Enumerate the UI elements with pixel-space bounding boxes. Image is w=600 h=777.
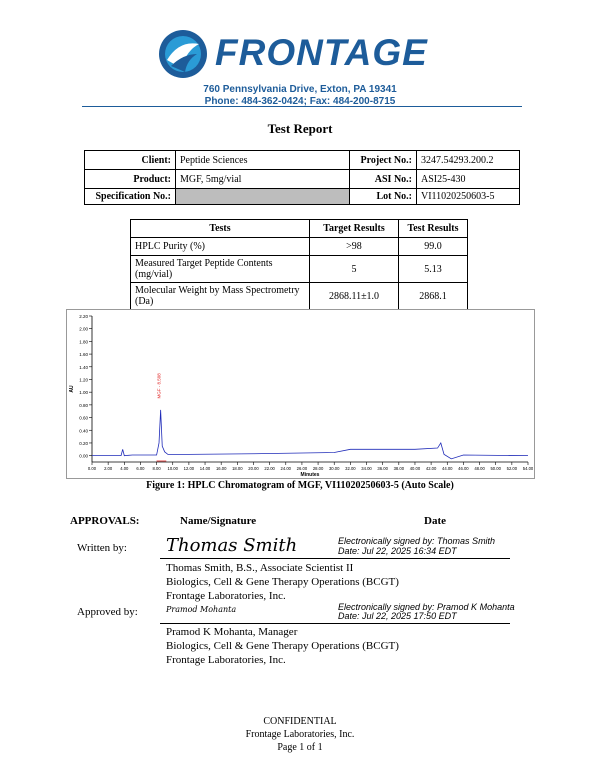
written-esig-date: Date: Jul 22, 2025 16:34 EDT xyxy=(338,546,457,556)
product-label: Product: xyxy=(85,170,176,189)
page-title: Test Report xyxy=(267,121,333,136)
x-tick-label: 38.00 xyxy=(393,466,405,471)
approved-name-title: Pramod K Mohanta, Manager xyxy=(166,626,298,638)
y-tick-label: 0.80 xyxy=(79,402,88,408)
written-signature: Thomas Smith xyxy=(166,535,298,556)
chromatogram-trace xyxy=(92,410,528,459)
x-tick-label: 24.00 xyxy=(280,466,292,471)
test-result: 5.13 xyxy=(399,256,468,283)
approved-esig-name: Electronically signed by: Pramod K Mohanta xyxy=(338,602,515,612)
table-row xyxy=(131,283,468,310)
test-name: Measured Target Peptide Contents (mg/vial) xyxy=(131,256,310,283)
date-heading: Date xyxy=(424,515,446,527)
approved-by-label: Approved by: xyxy=(77,606,138,618)
x-tick-label: 46.00 xyxy=(458,466,469,471)
results-table xyxy=(130,219,468,310)
approved-signature-line xyxy=(160,623,510,624)
x-tick-label: 44.00 xyxy=(442,466,453,471)
x-tick-label: 32.00 xyxy=(345,466,356,471)
approved-esig-date: Date: Jul 22, 2025 17:50 EDT xyxy=(338,611,457,621)
written-esig-name: Electronically signed by: Thomas Smith xyxy=(338,536,496,546)
x-tick-label: 40.00 xyxy=(409,466,421,471)
y-tick-label: 0.00 xyxy=(79,453,88,459)
approved-company: Frontage Laboratories, Inc. xyxy=(166,654,286,666)
y-tick-label: 2.20 xyxy=(79,314,88,319)
header-divider xyxy=(82,106,522,107)
y-tick-label: 1.20 xyxy=(79,377,88,383)
spec-value xyxy=(176,189,350,205)
x-tick-label: 20.00 xyxy=(248,466,259,471)
x-tick-label: 42.00 xyxy=(425,466,437,471)
approved-signature: Pramod Mohanta xyxy=(166,605,237,614)
asi-value: ASI25-430 xyxy=(417,170,520,189)
x-tick-label: 12.00 xyxy=(183,466,195,471)
x-tick-label: 22.00 xyxy=(264,466,275,471)
approvals-heading: APPROVALS: xyxy=(70,515,140,527)
company-phone: Phone: 484-362-0424; Fax: 484-200-8715 xyxy=(204,96,396,107)
header-tests: Tests xyxy=(131,220,310,238)
x-tick-label: 10.00 xyxy=(167,466,178,471)
x-tick-label: 34.00 xyxy=(361,466,372,471)
company-name: FRONTAGE xyxy=(215,32,428,73)
x-tick-label: 54.00 xyxy=(522,466,534,471)
x-tick-label: 6.00 xyxy=(136,466,145,471)
test-name: HPLC Purity (%) xyxy=(131,238,310,256)
approved-department: Biologics, Cell & Gene Therapy Operations (BCGT) xyxy=(166,640,399,652)
figure-caption: Figure 1: HPLC Chromatogram of MGF, VI11020250603-5 (Auto Scale) xyxy=(146,480,454,491)
chromatogram-svg xyxy=(67,310,534,478)
footer-company: Frontage Laboratories, Inc. xyxy=(245,729,355,740)
header-target: Target Results xyxy=(310,220,399,238)
y-tick-label: 1.00 xyxy=(79,390,88,396)
company-logo xyxy=(157,28,447,84)
table-row xyxy=(131,256,468,283)
asi-label: ASI No.: xyxy=(350,170,417,189)
x-tick-label: 14.00 xyxy=(199,466,211,471)
info-table xyxy=(84,150,520,205)
project-value: 3247.54293.200.2 xyxy=(417,151,520,170)
x-tick-label: 48.00 xyxy=(474,466,485,471)
x-tick-label: 8.00 xyxy=(152,466,161,471)
x-tick-label: 52.00 xyxy=(506,466,518,471)
lot-label: Lot No.: xyxy=(350,189,417,205)
spec-label: Specification No.: xyxy=(85,189,176,205)
client-value: Peptide Sciences xyxy=(176,151,350,170)
written-company: Frontage Laboratories, Inc. xyxy=(166,590,286,602)
y-tick-label: 1.60 xyxy=(79,352,88,358)
approved-by-details xyxy=(166,625,399,667)
x-tick-label: 16.00 xyxy=(215,466,227,471)
frontage-logo-icon xyxy=(157,28,209,80)
x-tick-label: 4.00 xyxy=(120,466,129,471)
confidential-label: CONFIDENTIAL xyxy=(263,716,337,727)
x-axis-label: Minutes xyxy=(300,472,320,478)
company-address: 760 Pennsylvania Drive, Exton, PA 19341 xyxy=(203,84,397,95)
project-label: Project No.: xyxy=(350,151,417,170)
y-tick-label: 1.40 xyxy=(79,364,88,370)
target-result: 2868.11±1.0 xyxy=(310,283,399,310)
written-signature-line xyxy=(160,558,510,559)
client-label: Client: xyxy=(85,151,176,170)
x-tick-label: 26.00 xyxy=(296,466,308,471)
y-tick-label: 0.60 xyxy=(79,415,88,421)
written-department: Biologics, Cell & Gene Therapy Operations (BCGT) xyxy=(166,576,399,588)
footer xyxy=(0,715,600,754)
x-tick-label: 28.00 xyxy=(312,466,324,471)
hplc-chromatogram xyxy=(66,309,535,479)
y-axis-label: AU xyxy=(69,385,75,393)
page-number: Page 1 of 1 xyxy=(277,742,323,753)
y-tick-label: 2.00 xyxy=(79,326,88,332)
name-signature-heading: Name/Signature xyxy=(180,515,257,527)
written-by-label: Written by: xyxy=(77,542,127,554)
y-tick-label: 0.20 xyxy=(79,440,88,446)
x-tick-label: 30.00 xyxy=(328,466,340,471)
target-result: 5 xyxy=(310,256,399,283)
test-result: 99.0 xyxy=(399,238,468,256)
written-by-details xyxy=(166,561,399,603)
lot-value: VI11020250603-5 xyxy=(417,189,520,205)
x-tick-label: 2.00 xyxy=(104,466,113,471)
x-tick-label: 18.00 xyxy=(232,466,243,471)
test-result: 2868.1 xyxy=(399,283,468,310)
table-row xyxy=(131,238,468,256)
product-value: MGF, 5mg/vial xyxy=(176,170,350,189)
test-name: Molecular Weight by Mass Spectrometry (Da) xyxy=(131,283,310,310)
x-tick-label: 50.00 xyxy=(490,466,501,471)
peak-label: MGF - 8.508 xyxy=(156,373,162,399)
x-tick-label: 36.00 xyxy=(377,466,388,471)
header-test-results: Test Results xyxy=(399,220,468,238)
y-tick-label: 1.80 xyxy=(79,339,88,345)
target-result: >98 xyxy=(310,238,399,256)
y-tick-label: 0.40 xyxy=(79,428,88,434)
x-tick-label: 0.00 xyxy=(87,466,97,471)
written-name-title: Thomas Smith, B.S., Associate Scientist II xyxy=(166,562,354,574)
